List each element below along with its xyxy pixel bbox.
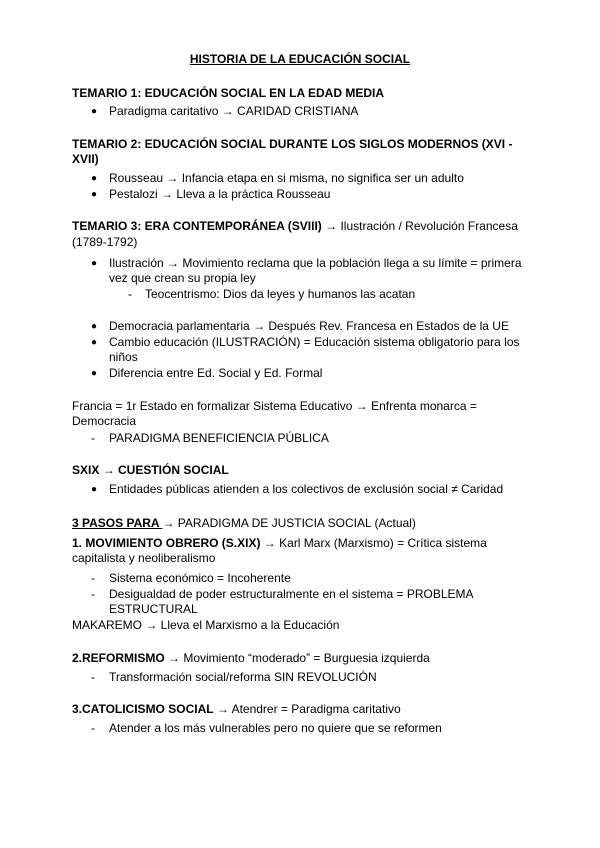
tema1-heading: TEMARIO 1: EDUCACIÓN SOCIAL EN LA EDAD MEDIA (72, 86, 385, 100)
bullet-icon: ● (91, 321, 98, 332)
movimiento-obrero-rest: → Karl Marx (Marxismo) = Crítica sistema (260, 536, 487, 550)
dash-icon: - (91, 587, 95, 601)
cambio-item-cont: niños (109, 350, 138, 364)
bullet-icon: ● (91, 368, 98, 379)
movimiento-obrero-bold: 1. MOVIMIENTO OBRERO (S.XIX) (72, 536, 261, 550)
teocentrismo-item: Teocentrismo: Dios da leyes y humanos las acatan (145, 287, 416, 301)
sistema-item: Sistema económico = Incoherente (109, 571, 291, 585)
sxix-heading: SXIX → CUESTIÓN SOCIAL (72, 463, 229, 477)
ilustracion-item: Ilustración → Movimiento reclama que la población llega a su límite = primera (109, 256, 522, 270)
reformismo-rest: → Movimiento “moderado” = Burguesia izquierda (164, 651, 430, 665)
bullet-icon: ● (91, 189, 98, 200)
cambio-item: Cambio educación (ILUSTRACIÓN) = Educación sistema obligatorio para los (109, 335, 520, 349)
francia-text-cont: Democracia (72, 414, 137, 428)
dash-icon: - (91, 670, 95, 684)
dash-icon: - (128, 287, 132, 301)
reformismo-item: Transformación social/reforma SIN REVOLUCIÓN (109, 670, 377, 684)
tema2-heading: TEMARIO 2: EDUCACIÓN SOCIAL DURANTE LOS SIGLOS MODERNOS (XVI - (72, 137, 513, 151)
tema2-heading-cont: XVII) (72, 152, 99, 166)
tema3-heading (72, 219, 518, 234)
movimiento-obrero-line (72, 536, 487, 551)
ilustracion-item-cont: vez que crean su propia ley (109, 271, 256, 285)
catolicismo-rest: → Atendrer = Paradigma caritativo (213, 702, 401, 716)
bullet-icon: ● (91, 337, 98, 348)
catolicismo-line (72, 702, 401, 717)
movimiento-obrero-cont: capitalista y neoliberalismo (72, 551, 216, 565)
bullet-icon: ● (91, 106, 98, 117)
francia-text: Francia = 1r Estado en formalizar Sistema Educativo → Enfrenta monarca = (72, 399, 477, 413)
bullet-icon: ● (91, 484, 98, 495)
bullet-icon: ● (91, 173, 98, 184)
dash-icon: - (91, 571, 95, 585)
pasos-heading-rest: → PARADIGMA DE JUSTICIA SOCIAL (Actual) (162, 516, 416, 530)
bullet-icon: ● (91, 258, 98, 269)
reformismo-bold: 2.REFORMISMO (72, 651, 165, 665)
francia-item: PARADIGMA BENEFICIENCIA PÚBLICA (109, 431, 329, 445)
pasos-heading-underlined: 3 PASOS PARA (72, 516, 163, 530)
pasos-heading (72, 516, 416, 531)
tema3-heading-cont: (1789-1792) (72, 235, 138, 249)
tema1-item: Paradigma caritativo → CARIDAD CRISTIANA (109, 104, 359, 118)
diferencia-item: Diferencia entre Ed. Social y Ed. Formal (109, 366, 323, 380)
catolicismo-bold: 3.CATOLICISMO SOCIAL (72, 702, 214, 716)
desigualdad-item-cont: ESTRUCTURAL (109, 602, 198, 616)
tema3-heading-rest: → Ilustración / Revolución Francesa (321, 219, 518, 233)
catolicismo-item: Atender a los más vulnerables pero no quiere que se reformen (109, 721, 442, 735)
sxix-item: Entidades públicas atienden a los colectivos de exclusión social ≠ Caridad (109, 482, 504, 496)
dash-icon: - (91, 721, 95, 735)
desigualdad-item: Desigualdad de poder estructuralmente en el sistema = PROBLEMA (109, 587, 474, 601)
reformismo-line (72, 651, 430, 666)
dash-icon: - (91, 431, 95, 445)
document-title: HISTORIA DE LA EDUCACIÓN SOCIAL (189, 52, 411, 66)
tema2-item: Pestalozi → Lleva a la práctica Rousseau (109, 187, 331, 201)
tema2-item: Rousseau → Infancia etapa en si misma, no significa ser un adulto (109, 171, 464, 185)
tema3-heading-bold: TEMARIO 3: ERA CONTEMPORÁNEA (SVIII) (72, 219, 322, 233)
makaremo-text: MAKAREMO → Lleva el Marxismo a la Educación (72, 618, 340, 632)
democracia-item: Democracia parlamentaria → Después Rev. Francesa en Estados de la UE (109, 319, 509, 333)
